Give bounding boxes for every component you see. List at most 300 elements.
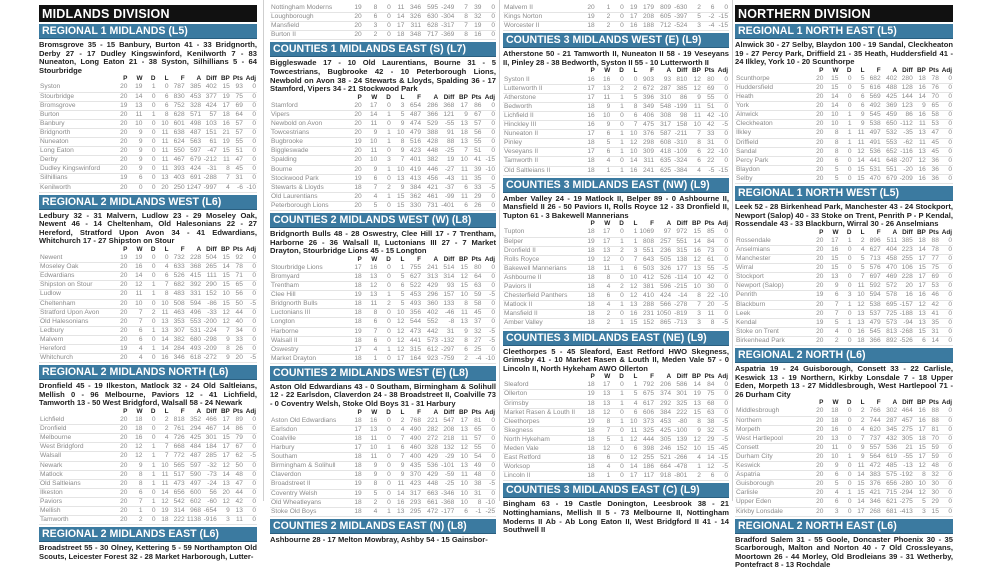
stat-w: 2 xyxy=(596,13,612,22)
stat-f: 293 xyxy=(405,498,422,507)
stat-adj: 0 xyxy=(244,147,257,156)
stat-pts: 33 xyxy=(469,183,483,192)
stat-l: 15 xyxy=(853,174,866,183)
stat-f: 768 xyxy=(405,417,422,426)
stat-a: 369 xyxy=(882,102,898,111)
stat-d: 0 xyxy=(143,299,156,308)
stat-w: 1 xyxy=(596,472,612,481)
stat-bp: 14 xyxy=(688,237,702,246)
stat-diff: 177 xyxy=(672,264,688,273)
stat-d: 0 xyxy=(839,425,852,434)
stat-diff: -14 xyxy=(672,292,688,301)
table-row xyxy=(735,147,953,156)
stat-diff: -43 xyxy=(439,174,455,183)
stat-p: 20 xyxy=(811,336,824,345)
stat-d: 1 xyxy=(839,237,852,246)
stat-p: 18 xyxy=(349,183,363,192)
stat-a: 679 xyxy=(882,174,898,183)
stat-d: 0 xyxy=(611,292,625,301)
stat-bp: 15 xyxy=(914,264,927,273)
table-row xyxy=(270,453,496,462)
header-w: W xyxy=(604,220,611,228)
stat-pts: 78 xyxy=(927,75,940,84)
stat-diff: 144 xyxy=(898,93,914,102)
team-name: Stockport xyxy=(735,273,811,282)
stat-diff: 106 xyxy=(898,264,914,273)
stat-a: 424 xyxy=(186,165,202,174)
stat-a: 470 xyxy=(882,264,898,273)
stat-diff: -759 xyxy=(439,354,455,363)
stat-l: 9 xyxy=(392,120,406,129)
stat-l: 14 xyxy=(625,463,639,472)
match-results: Broadstreet 55 - 30 Olney, Kettering 5 - 59 Northampton Old Scouts, Leicester Forest 32 - 28 Market Harborough, Lutter- xyxy=(39,543,257,561)
header-team xyxy=(735,67,811,75)
stat-l: 4 xyxy=(853,425,866,434)
stat-w: 6 xyxy=(596,454,612,463)
stat-w: 11 xyxy=(363,434,379,443)
stat-d: 1 xyxy=(143,479,156,488)
header-a: A xyxy=(892,228,898,236)
team-name: Sleaford xyxy=(503,381,582,390)
league-section-regional-2-midlands-west-l6 xyxy=(39,195,257,364)
match-results: Bridgnorth Bulls 48 - 28 Oswestry, Clee Hill 17 - 7 Trentham, Harborne 26 - 36 Walsall II, Luctonians III 27 - 7 Market Drayton, Stourbridge Lions 45 - 15 Longton xyxy=(270,228,496,256)
stat-adj: 0 xyxy=(715,84,729,93)
stat-f: 164 xyxy=(405,354,422,363)
stat-w: 11 xyxy=(363,120,379,129)
stat-a: 442 xyxy=(422,327,439,336)
header-diff: Diff xyxy=(676,220,688,228)
stat-l: 13 xyxy=(157,317,170,326)
team-name: Blackburn xyxy=(735,300,811,309)
stat-adj: 0 xyxy=(940,120,953,129)
stat-w: 5 xyxy=(824,174,839,183)
table-row xyxy=(39,326,257,335)
stat-l: 12 xyxy=(625,283,639,292)
standings-table xyxy=(39,75,257,192)
stat-p: 20 xyxy=(811,75,824,84)
stat-p: 18 xyxy=(349,453,363,462)
stat-bp: 4 xyxy=(688,166,702,175)
stat-p: 18 xyxy=(349,471,363,480)
stat-w: 12 xyxy=(596,255,612,264)
stat-diff: -384 xyxy=(672,166,688,175)
stat-a: 286 xyxy=(422,102,439,111)
stat-p: 19 xyxy=(349,327,363,336)
stat-d: 0 xyxy=(378,309,392,318)
stat-f: 752 xyxy=(170,101,186,110)
stat-p: 20 xyxy=(811,407,824,416)
stat-pts: 40 xyxy=(231,317,244,326)
stat-pts: 20 xyxy=(231,354,244,363)
stat-w: 11 xyxy=(363,300,379,309)
standings-table xyxy=(270,409,496,517)
stat-f: 713 xyxy=(866,255,882,264)
stat-w: 6 xyxy=(824,156,839,165)
stat-diff: -112 xyxy=(900,120,913,128)
stat-w: 13 xyxy=(596,399,612,408)
stat-l: 4 xyxy=(625,399,639,408)
team-name: Stoke Old Boys xyxy=(270,507,349,516)
stat-f: 401 xyxy=(405,156,422,165)
stat-diff: -200 xyxy=(203,317,217,325)
stat-w: 9 xyxy=(824,282,839,291)
stat-adj: 0 xyxy=(482,4,496,13)
stat-w: 6 xyxy=(596,292,612,301)
stat-w: 14 xyxy=(363,110,379,119)
table-row xyxy=(39,254,257,263)
stat-f: 400 xyxy=(405,453,422,462)
stat-a: 563 xyxy=(186,138,202,147)
team-name: Moseley Oak xyxy=(39,263,115,272)
stat-f: 490 xyxy=(405,425,422,434)
stat-p: 18 xyxy=(582,166,596,175)
stat-l: 4 xyxy=(853,245,866,254)
stat-p: 19 xyxy=(115,101,128,110)
stat-l: 10 xyxy=(625,273,639,282)
stat-p: 20 xyxy=(349,22,363,31)
stat-d: 0 xyxy=(378,282,392,291)
stat-bp: 9 xyxy=(455,327,469,336)
table-row xyxy=(735,336,953,345)
stat-l: 12 xyxy=(392,336,406,345)
stat-a: 487 xyxy=(186,452,202,461)
stat-f: 545 xyxy=(866,111,882,120)
header-a: A xyxy=(666,67,672,75)
stat-p: 20 xyxy=(811,255,824,264)
header-l: L xyxy=(860,228,865,236)
stat-w: 18 xyxy=(824,407,839,416)
stat-f: 268 xyxy=(866,507,882,516)
stat-diff: 98 xyxy=(672,111,688,120)
team-name: Melbourne xyxy=(39,434,115,443)
team-name: Syston xyxy=(39,83,115,92)
stat-f: 460 xyxy=(405,444,422,453)
stat-f: 366 xyxy=(866,336,882,345)
stat-diff: 467 xyxy=(202,425,218,434)
stat-f: 373 xyxy=(638,417,655,426)
league-title: COUNTIES 1 MIDLANDS EAST (S) (L7) xyxy=(270,42,496,57)
stat-l: 7 xyxy=(157,443,170,452)
stat-d: 0 xyxy=(143,434,156,443)
stat-w: 13 xyxy=(363,425,379,434)
stat-d: 0 xyxy=(611,472,625,481)
team-name: Edwardians xyxy=(39,272,115,281)
stat-pts: 32 xyxy=(469,327,483,336)
table-row xyxy=(270,138,496,147)
team-name: East Retford xyxy=(503,454,582,463)
stat-pts: 48 xyxy=(469,471,483,480)
stat-w: 9 xyxy=(128,165,143,174)
stat-d: 0 xyxy=(839,462,852,471)
match-results: Ledbury 32 - 31 Malvern, Ludlow 23 - 29 Moseley Oak, Newent 46 - 14 Cheltenham, Old Halesonians 22 - 27 Hereford, Stratford Upon Avon 34 - 41 Edwardians, Whitchurch 17 - 27 Shipston on Stour xyxy=(39,210,257,246)
team-name: Veseyans II xyxy=(503,148,582,157)
stat-d: 2 xyxy=(143,308,156,317)
stat-diff: 301 xyxy=(202,434,218,443)
stat-diff: -47 xyxy=(202,147,218,156)
team-name: Harbury xyxy=(270,444,349,453)
table-row xyxy=(503,246,729,255)
header-w: W xyxy=(832,228,839,236)
team-name: Birkenhead Park xyxy=(735,336,811,345)
stat-f: 668 xyxy=(170,443,186,452)
table-row xyxy=(270,183,496,192)
stat-adj: 0 xyxy=(715,390,729,399)
stat-w: 12 xyxy=(128,443,143,452)
stat-diff: 222 xyxy=(672,408,688,417)
stat-pts: 59 xyxy=(927,443,940,452)
stat-a: 681 xyxy=(882,507,898,516)
stat-f: 315 xyxy=(405,345,422,354)
stat-pts: 22 xyxy=(702,157,716,166)
stat-f: 326 xyxy=(405,13,422,22)
stat-bp: 15 xyxy=(218,254,231,263)
stat-bp: 10 xyxy=(218,290,231,299)
stat-p: 19 xyxy=(349,291,363,300)
stat-pts: 30 xyxy=(927,480,940,489)
stat-pts: -4 xyxy=(469,354,483,363)
team-name: Lutterworth II xyxy=(503,84,582,93)
stat-l: 2 xyxy=(853,237,866,246)
stat-p: 19 xyxy=(349,480,363,489)
stat-adj: 0 xyxy=(940,462,953,471)
stat-f: 903 xyxy=(638,76,655,85)
standings-table xyxy=(735,229,953,346)
stat-diff: 93 xyxy=(439,282,455,291)
stat-diff: 139 xyxy=(672,435,688,444)
stat-f: 522 xyxy=(405,282,422,291)
stat-p: 20 xyxy=(811,165,824,174)
team-name: Old Halesonians xyxy=(39,317,115,326)
stat-pts: 6 xyxy=(702,472,716,481)
stat-p: 20 xyxy=(811,102,824,111)
stat-d: 0 xyxy=(611,408,625,417)
league-section-counties-2-midlands-west-w-l8 xyxy=(270,213,496,364)
stat-l: 6 xyxy=(392,444,406,453)
stat-diff: -413 xyxy=(899,507,913,515)
stat-adj: 0 xyxy=(940,327,953,336)
stat-p: 18 xyxy=(349,417,363,426)
header-pts: Pts xyxy=(232,75,243,83)
match-results: Bradford Salem 31 - 55 Goole, Doncaster Phoenix 30 - 35 Scarborough, Malton and Norton 40 - 7 Old Crossleyans, Moortown 26 - 44 Morley, Old Brodleians 39 - 31 Wetherby, Pontefract 8 - 13 Rochdale xyxy=(735,534,953,570)
stat-a: 429 xyxy=(422,471,439,480)
stat-p: 18 xyxy=(582,22,596,31)
stat-pts: 71 xyxy=(231,272,244,281)
stat-d: 0 xyxy=(839,434,852,443)
stat-p: 18 xyxy=(582,426,596,435)
header-a: A xyxy=(196,407,202,415)
stat-diff: 86 xyxy=(672,93,688,102)
stat-diff: -209 xyxy=(203,345,217,352)
stat-p: 20 xyxy=(115,317,128,326)
stat-f: 487 xyxy=(405,110,422,119)
stat-a: 206 xyxy=(655,381,672,390)
team-name: West Bridgford xyxy=(39,443,115,452)
stat-bp: 13 xyxy=(688,399,702,408)
stat-adj: 0 xyxy=(940,174,953,183)
table-row xyxy=(39,128,257,137)
header-a: A xyxy=(433,408,439,416)
stat-adj: -15 xyxy=(715,13,729,22)
stat-bp: 17 xyxy=(914,452,927,461)
stat-p: 18 xyxy=(349,354,363,363)
team-name: Ollerton xyxy=(503,390,582,399)
stat-a: 625 xyxy=(655,166,672,175)
stat-a: 385 xyxy=(186,83,202,92)
stat-adj: 0 xyxy=(940,156,953,165)
stat-diff: -211 xyxy=(672,130,688,139)
stat-f: 766 xyxy=(866,407,882,416)
team-name: Bridgnorth xyxy=(39,128,115,137)
stat-w: 17 xyxy=(596,381,612,390)
stat-bp: 17 xyxy=(455,417,469,426)
stat-w: 12 xyxy=(596,408,612,417)
stat-w: 3 xyxy=(824,507,839,516)
league-section-regional-2-midlands-north-l6 xyxy=(39,365,257,525)
stat-p: 20 xyxy=(115,497,128,506)
header-w: W xyxy=(371,408,378,416)
header-f: F xyxy=(650,373,655,381)
stat-w: 2 xyxy=(824,336,839,345)
stat-a: 360 xyxy=(422,300,439,309)
stat-p: 20 xyxy=(811,93,824,102)
stat-f: 423 xyxy=(405,480,422,489)
stat-d: 0 xyxy=(839,282,852,291)
stat-diff: -31 xyxy=(202,165,218,174)
team-name: Spalding xyxy=(270,156,349,165)
stat-f: 682 xyxy=(170,281,186,290)
team-name: Upper Eden xyxy=(735,498,811,507)
stat-bp: 16 xyxy=(914,83,927,92)
stat-bp: 15 xyxy=(688,228,702,237)
stat-w: 6 xyxy=(363,174,379,183)
stat-f: 463 xyxy=(170,308,186,317)
stat-w: 17 xyxy=(363,102,379,111)
stat-w: 15 xyxy=(824,264,839,273)
header-adj: Adj xyxy=(245,75,256,83)
stat-pts: 30 xyxy=(927,489,940,498)
stat-f: 376 xyxy=(638,130,655,139)
table-row xyxy=(39,119,257,128)
stat-diff: -20 xyxy=(898,165,914,174)
stat-w: 11 xyxy=(363,147,379,156)
stat-w: 10 xyxy=(596,111,612,120)
table-row xyxy=(735,129,953,138)
stat-p: 20 xyxy=(811,120,824,129)
stat-l: 10 xyxy=(157,299,170,308)
stat-f: 592 xyxy=(866,282,882,291)
stat-bp: 4 xyxy=(218,183,231,192)
stat-l: 16 xyxy=(157,354,170,363)
stat-f: 542 xyxy=(170,497,186,506)
stat-w: 11 xyxy=(363,453,379,462)
stat-a: 619 xyxy=(882,452,898,461)
stat-bp: 12 xyxy=(688,255,702,264)
table-row xyxy=(735,156,953,165)
stat-p: 20 xyxy=(349,110,363,119)
stat-adj: 0 xyxy=(715,255,729,264)
stat-p: 18 xyxy=(349,282,363,291)
stat-f: 475 xyxy=(638,121,655,130)
stat-a: 241 xyxy=(422,264,439,273)
stat-f: 633 xyxy=(170,263,186,272)
stat-a: 345 xyxy=(882,425,898,434)
stat-a: 302 xyxy=(882,407,898,416)
stat-p: 20 xyxy=(811,156,824,165)
stat-w: 7 xyxy=(824,300,839,309)
stat-bp: 13 xyxy=(455,138,469,147)
stat-pts: 14 xyxy=(927,336,940,345)
stat-pts: 68 xyxy=(702,399,716,408)
stat-l: 11 xyxy=(392,480,406,489)
stat-pts: 20 xyxy=(702,301,716,310)
header-diff: Diff xyxy=(206,407,217,415)
stat-diff: -310 xyxy=(672,139,688,148)
stat-adj: 0 xyxy=(482,471,496,480)
stat-d: 1 xyxy=(143,290,156,299)
stat-w: 8 xyxy=(363,309,379,318)
stat-w: 8 xyxy=(128,479,143,488)
stat-pts: 81 xyxy=(469,417,483,426)
stat-pts: 26 xyxy=(469,201,483,210)
header-adj: Adj xyxy=(941,66,952,74)
stat-l: 12 xyxy=(625,435,639,444)
table-row xyxy=(270,327,496,336)
stat-adj: 0 xyxy=(715,93,729,102)
stat-p: 16 xyxy=(582,111,596,120)
stat-w: 2 xyxy=(363,498,379,507)
stat-p: 20 xyxy=(349,156,363,165)
stat-p: 20 xyxy=(115,416,128,425)
stat-w: 15 xyxy=(824,75,839,84)
stat-diff: 586 xyxy=(672,381,688,390)
stat-l: 9 xyxy=(392,147,406,156)
stat-l: 15 xyxy=(853,480,866,489)
stat-p: 19 xyxy=(811,318,824,327)
standings-table xyxy=(270,4,496,40)
stat-a: 1138 xyxy=(186,516,202,524)
stat-bp: 10 xyxy=(455,453,469,462)
stat-d: 0 xyxy=(839,273,852,282)
stat-w: 6 xyxy=(363,318,379,327)
stat-d: 0 xyxy=(839,83,852,92)
stat-a: 446 xyxy=(422,165,439,174)
stat-f: 295 xyxy=(405,507,422,516)
stat-a: 572 xyxy=(882,282,898,291)
stat-l: 0 xyxy=(157,83,170,92)
stat-f: 419 xyxy=(405,165,422,174)
stat-p: 18 xyxy=(582,292,596,301)
header-l: L xyxy=(860,399,865,407)
team-name: Kenilworth xyxy=(39,183,115,192)
stat-bp: 15 xyxy=(914,327,927,336)
stat-diff: -212 xyxy=(203,156,217,164)
stat-p: 20 xyxy=(811,83,824,92)
stat-l: 4 xyxy=(392,425,406,434)
stat-w: 5 xyxy=(824,480,839,489)
stat-d: 0 xyxy=(378,31,392,40)
stat-w: 14 xyxy=(128,272,143,281)
stat-bp: 13 xyxy=(455,120,469,129)
stat-a: 418 xyxy=(655,148,672,157)
stat-bp: 21 xyxy=(218,128,231,137)
stat-diff: -278 xyxy=(672,301,688,310)
stat-p: 17 xyxy=(582,148,596,157)
stat-p: 20 xyxy=(115,443,128,452)
stat-d: 1 xyxy=(378,192,392,201)
stat-bp: 17 xyxy=(914,282,927,291)
stat-w: 9 xyxy=(128,128,143,137)
stat-bp: 9 xyxy=(688,93,702,102)
